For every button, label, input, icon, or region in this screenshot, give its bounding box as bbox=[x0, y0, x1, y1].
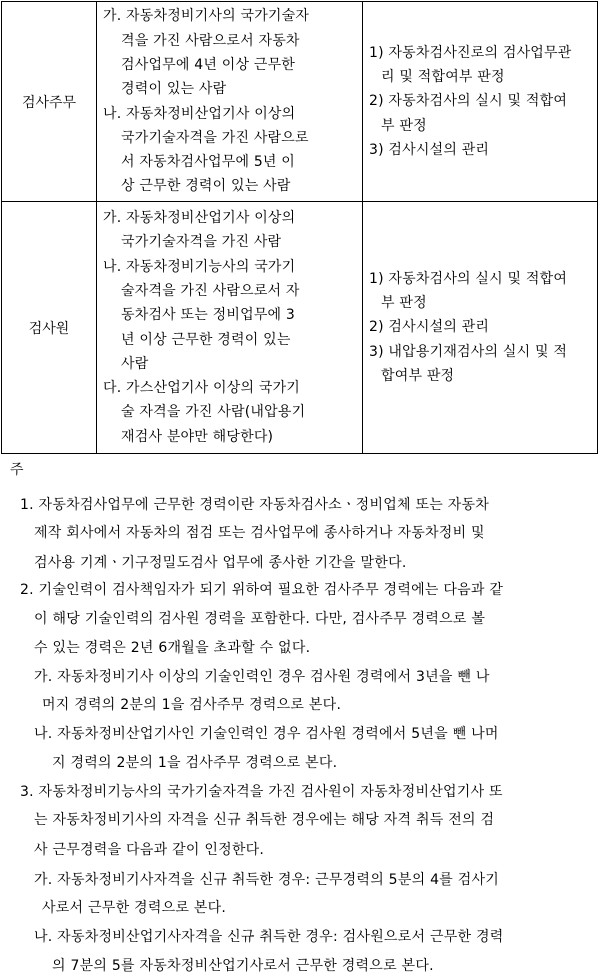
table-row bbox=[2, 202, 598, 454]
qualification-line: 나. 자동차정비산업기사 이상의 bbox=[103, 105, 296, 122]
duty-line: 부 판정 bbox=[381, 117, 427, 134]
role-cell: 검사주무 bbox=[2, 2, 97, 202]
notes-heading: 주 bbox=[10, 462, 24, 478]
qualification-line: 격을 가진 사람으로서 자동차 bbox=[121, 32, 300, 49]
duty-line: 2) 자동차검사의 실시 및 적합여 bbox=[369, 93, 568, 110]
qualification-item bbox=[103, 4, 358, 101]
note-line: 검사용 기계ㆍ기구정밀도검사 업무에 종사한 기간을 말한다. bbox=[34, 555, 407, 571]
qualification-item bbox=[103, 376, 358, 449]
qualification-line: 재검사 분야만 해당한다) bbox=[121, 428, 274, 445]
requirements-table bbox=[1, 1, 598, 454]
note-line: 가. 자동차정비기사 이상의 기술인력인 경우 검사원 경력에서 3년을 뺀 나 bbox=[34, 669, 490, 685]
qualification-line: 서 자동차검사업무에 5년 이 bbox=[121, 154, 296, 171]
duty-line: 1) 자동차검사진로의 검사업무관 bbox=[369, 44, 572, 61]
qualification-line: 검사업무에 4년 이상 근무한 bbox=[121, 56, 296, 73]
qualification-line: 다. 가스산업기사 이상의 국가기 bbox=[103, 380, 301, 397]
note-line: 의 7분의 5를 자동차정비산업기사로서 근무한 경력으로 본다. bbox=[52, 958, 434, 974]
qualifications-cell bbox=[97, 202, 363, 454]
duty-line: 2) 검사시설의 관리 bbox=[369, 319, 490, 336]
qualification-item bbox=[103, 255, 358, 376]
qualification-item bbox=[103, 102, 358, 199]
note-line: 2. 기술인력이 검사책임자가 되기 위하여 필요한 검사주무 경력에는 다음과 같 bbox=[20, 582, 504, 598]
duty-line: 3) 내압용기재검사의 실시 및 적 bbox=[369, 343, 568, 360]
qualification-line: 사람 bbox=[121, 355, 149, 372]
note-line: 사 근무경력을 다음과 같이 인정한다. bbox=[34, 842, 265, 858]
note-line: 제작 회사에서 자동차의 점검 또는 검사업무에 종사하거나 자동차정비 및 bbox=[34, 525, 485, 541]
qualification-line: 상 근무한 경력이 있는 사람 bbox=[121, 178, 291, 195]
note-line: 머지 경력의 2분의 1을 검사주무 경력으로 본다. bbox=[42, 697, 342, 713]
qualification-line: 술자격을 가진 사람으로서 자 bbox=[121, 282, 300, 299]
duty-line: 1) 자동차검사의 실시 및 적합여 bbox=[369, 270, 568, 287]
qualifications-cell bbox=[97, 2, 363, 202]
note-line: 나. 자동차정비산업기사자격을 신규 취득한 경우: 검사원으로서 근무한 경력 bbox=[34, 929, 504, 945]
qualification-line: 술 자격을 가진 사람(내압용기 bbox=[121, 404, 306, 421]
duties-cell bbox=[363, 202, 598, 454]
duty-line: 리 및 적합여부 판정 bbox=[381, 69, 505, 86]
qualification-line: 가. 자동차정비기사의 국가기술자 bbox=[103, 8, 310, 25]
duty-line: 3) 검사시설의 관리 bbox=[369, 141, 490, 158]
qualification-line: 나. 자동차정비기능사의 국가기 bbox=[103, 258, 296, 275]
duty-item bbox=[369, 315, 593, 339]
role-cell: 검사원 bbox=[2, 202, 97, 454]
duty-item bbox=[369, 138, 593, 162]
duty-item bbox=[369, 267, 593, 316]
note-line: 가. 자동차정비기사자격을 신규 취득한 경우: 근무경력의 5분의 4를 검사기 bbox=[34, 872, 500, 888]
note-line: 사로서 근무한 경력으로 본다. bbox=[42, 900, 227, 916]
note-line: 지 경력의 2분의 1을 검사주무 경력으로 본다. bbox=[52, 755, 338, 771]
note-line: 1. 자동차검사업무에 근무한 경력이란 자동차검사소ㆍ정비업체 또는 자동차 bbox=[20, 497, 490, 513]
qualification-line: 가. 자동차정비산업기사 이상의 bbox=[103, 210, 296, 227]
note-line: 3. 자동차정비기능사의 국가기술자격을 가진 검사원이 자동차정비산업기사 또 bbox=[20, 784, 503, 800]
qualification-line: 동차검사 또는 정비업무에 3 bbox=[121, 307, 296, 324]
duty-item bbox=[369, 89, 593, 138]
duty-line: 합여부 판정 bbox=[381, 367, 455, 384]
duty-line: 부 판정 bbox=[381, 295, 427, 312]
qualification-item bbox=[103, 206, 358, 255]
qualification-line: 년 이상 근무한 경력이 있는 bbox=[121, 331, 291, 348]
note-line: 이 해당 기술인력의 검사원 경력을 포함한다. 다만, 검사주무 경력으로 볼 bbox=[34, 611, 486, 627]
qualification-line: 경력이 있는 사람 bbox=[121, 81, 227, 98]
note-line: 수 있는 경력은 2년 6개월을 초과할 수 없다. bbox=[34, 640, 311, 656]
qualification-line: 국가기술자격을 가진 사람 bbox=[121, 234, 282, 251]
table-row bbox=[2, 2, 598, 202]
qualification-line: 국가기술자격을 가진 사람으로 bbox=[121, 129, 309, 146]
duty-item bbox=[369, 41, 593, 90]
note-line: 나. 자동차정비산업기사인 기술인력인 경우 검사원 경력에서 5년을 뺀 나머 bbox=[34, 726, 499, 742]
note-line: 는 자동차정비기사의 자격을 신규 취득한 경우에는 해당 자격 취득 전의 검 bbox=[34, 812, 495, 828]
duty-item bbox=[369, 340, 593, 389]
duties-cell bbox=[363, 2, 598, 202]
